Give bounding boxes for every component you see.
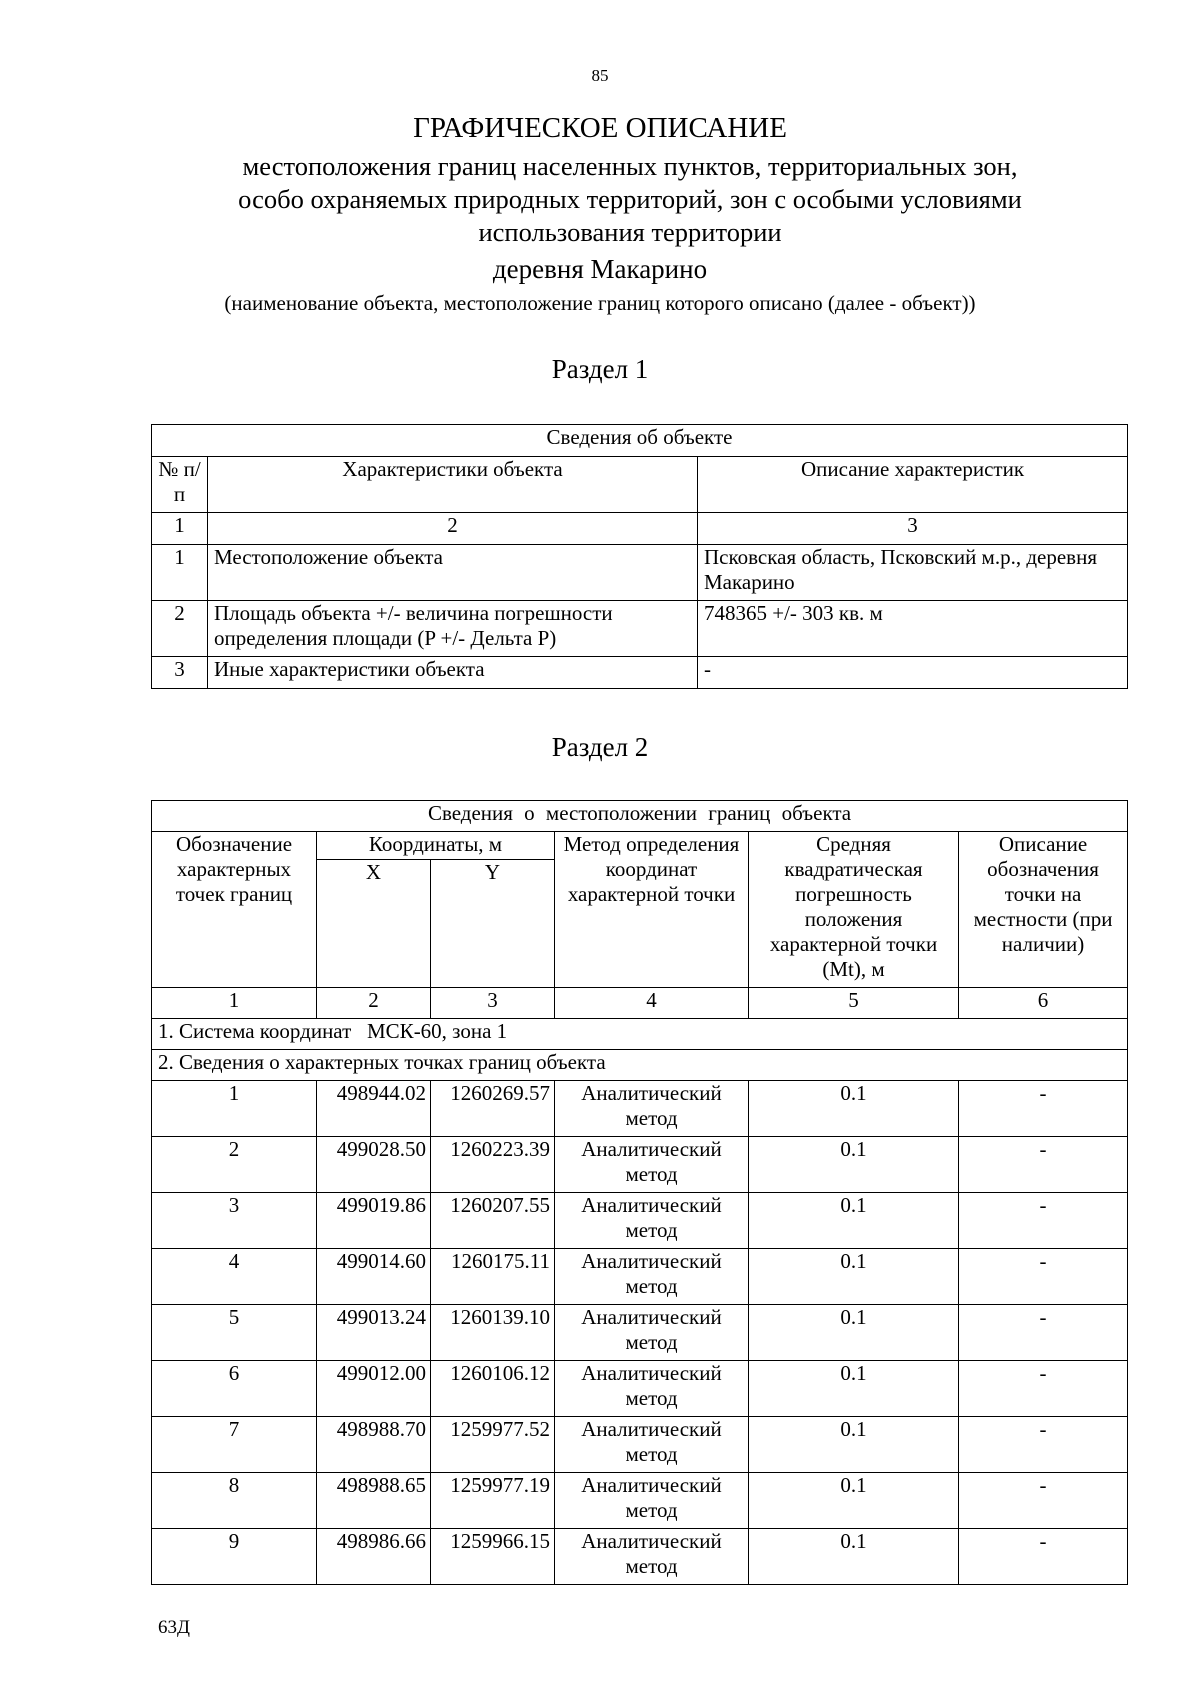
subtitle-line: использования территории: [478, 217, 782, 247]
coordinate-y: 1260207.55: [431, 1193, 555, 1249]
method: Аналитический метод: [555, 1417, 749, 1473]
mean-error: 0.1: [749, 1193, 959, 1249]
mean-error: 0.1: [749, 1249, 959, 1305]
object-info-table: [151, 424, 1128, 689]
document-title: ГРАФИЧЕСКОЕ ОПИСАНИЕ: [413, 112, 787, 144]
table-title: Сведения об объекте: [152, 425, 1128, 457]
column-number: 3: [698, 513, 1128, 545]
point-number: 7: [152, 1417, 317, 1473]
point-description: -: [959, 1529, 1128, 1585]
row-description: 748365 +/- 303 кв. м: [698, 601, 1128, 657]
coordinate-x: 498988.65: [317, 1473, 431, 1529]
point-description: -: [959, 1305, 1128, 1361]
coordinate-x: 498944.02: [317, 1081, 431, 1137]
column-header-method: Метод определения координат характерной точки: [555, 832, 749, 988]
table-row: [152, 1529, 1128, 1585]
mean-error: 0.1: [749, 1081, 959, 1137]
object-name: деревня Макарино: [492, 254, 708, 284]
point-description: -: [959, 1137, 1128, 1193]
coordinate-x: 498986.66: [317, 1529, 431, 1585]
point-number: 8: [152, 1473, 317, 1529]
method: Аналитический метод: [555, 1529, 749, 1585]
row-characteristic: Площадь объекта +/- величина погрешности определения площади (P +/- Дельта P): [208, 601, 698, 657]
mean-error: 0.1: [749, 1417, 959, 1473]
row-characteristic: Иные характеристики объекта: [208, 657, 698, 689]
method: Аналитический метод: [555, 1081, 749, 1137]
row-description: -: [698, 657, 1128, 689]
document-subtitle: [140, 150, 1120, 249]
point-number: 2: [152, 1137, 317, 1193]
point-number: 9: [152, 1529, 317, 1585]
mean-error: 0.1: [749, 1137, 959, 1193]
mean-error: 0.1: [749, 1473, 959, 1529]
point-description: -: [959, 1361, 1128, 1417]
column-number: 3: [431, 988, 555, 1019]
object-caption: (наименование объекта, местоположение границ которого описано (далее - объект)): [224, 291, 976, 315]
point-description: -: [959, 1473, 1128, 1529]
row-number: 2: [152, 601, 208, 657]
column-header-point: Обозначение характерных точек границ: [152, 832, 317, 988]
table-row: [152, 1417, 1128, 1473]
column-number: 2: [317, 988, 431, 1019]
section-2-heading: Раздел 2: [551, 732, 649, 762]
column-number: 6: [959, 988, 1128, 1019]
point-number: 5: [152, 1305, 317, 1361]
coordinate-y: 1259977.52: [431, 1417, 555, 1473]
coordinate-y: 1260175.11: [431, 1249, 555, 1305]
column-number: 2: [208, 513, 698, 545]
point-number: 6: [152, 1361, 317, 1417]
table-row: [152, 1361, 1128, 1417]
coordinate-x: 499012.00: [317, 1361, 431, 1417]
coordinate-x: 499013.24: [317, 1305, 431, 1361]
section-1-heading: Раздел 1: [551, 354, 649, 384]
column-number: 5: [749, 988, 959, 1019]
points-section-title: 2. Сведения о характерных точках границ объекта: [152, 1050, 1128, 1081]
column-number: 4: [555, 988, 749, 1019]
method: Аналитический метод: [555, 1473, 749, 1529]
coordinate-y: 1260223.39: [431, 1137, 555, 1193]
column-number: 1: [152, 513, 208, 545]
column-header-number: № п/п: [152, 457, 208, 513]
subtitle-line: местоположения границ населенных пунктов, территориальных зон,: [242, 151, 1018, 181]
table-title: Сведения о местоположении границ объекта: [152, 801, 1128, 832]
mean-error: 0.1: [749, 1305, 959, 1361]
column-header-description: Описание характеристик: [698, 457, 1128, 513]
page-number: 85: [591, 66, 609, 85]
coordinate-y: 1260269.57: [431, 1081, 555, 1137]
point-description: -: [959, 1249, 1128, 1305]
table-row: [152, 1249, 1128, 1305]
boundary-points-table: [151, 800, 1128, 1585]
table-row: [152, 1137, 1128, 1193]
point-number: 3: [152, 1193, 317, 1249]
method: Аналитический метод: [555, 1305, 749, 1361]
row-number: 3: [152, 657, 208, 689]
point-description: -: [959, 1193, 1128, 1249]
coordinate-x: 499014.60: [317, 1249, 431, 1305]
column-header-point-description: Описание обозначения точки на местности (при наличии): [959, 832, 1128, 988]
column-header-coordinates: Координаты, м: [317, 832, 555, 860]
method: Аналитический метод: [555, 1361, 749, 1417]
row-number: 1: [152, 545, 208, 601]
table-row: [152, 601, 1128, 657]
column-header-x: X: [317, 860, 431, 988]
coordinate-y: 1259966.15: [431, 1529, 555, 1585]
column-header-error: Средняя квадратическая погрешность положения характерной точки (Mt), м: [749, 832, 959, 988]
footer-code: 63Д: [158, 1617, 190, 1638]
row-characteristic: Местоположение объекта: [208, 545, 698, 601]
coordinate-x: 498988.70: [317, 1417, 431, 1473]
coordinate-x: 499028.50: [317, 1137, 431, 1193]
mean-error: 0.1: [749, 1361, 959, 1417]
coordinate-y: 1260106.12: [431, 1361, 555, 1417]
table-row: [152, 1081, 1128, 1137]
column-header-y: Y: [431, 860, 555, 988]
point-description: -: [959, 1417, 1128, 1473]
mean-error: 0.1: [749, 1529, 959, 1585]
point-description: -: [959, 1081, 1128, 1137]
coordinate-x: 499019.86: [317, 1193, 431, 1249]
table-row: [152, 1473, 1128, 1529]
table-row: [152, 657, 1128, 689]
table-row: [152, 1193, 1128, 1249]
method: Аналитический метод: [555, 1137, 749, 1193]
subtitle-line: особо охраняемых природных территорий, зон с особыми условиями: [238, 184, 1022, 214]
method: Аналитический метод: [555, 1193, 749, 1249]
point-number: 4: [152, 1249, 317, 1305]
coordinate-system: 1. Система координат МСК-60, зона 1: [152, 1019, 1128, 1050]
table-row: [152, 545, 1128, 601]
column-header-characteristic: Характеристики объекта: [208, 457, 698, 513]
method: Аналитический метод: [555, 1249, 749, 1305]
row-description: Псковская область, Псковский м.р., деревня Макарино: [698, 545, 1128, 601]
coordinate-y: 1260139.10: [431, 1305, 555, 1361]
table-row: [152, 1305, 1128, 1361]
column-number: 1: [152, 988, 317, 1019]
point-number: 1: [152, 1081, 317, 1137]
coordinate-y: 1259977.19: [431, 1473, 555, 1529]
